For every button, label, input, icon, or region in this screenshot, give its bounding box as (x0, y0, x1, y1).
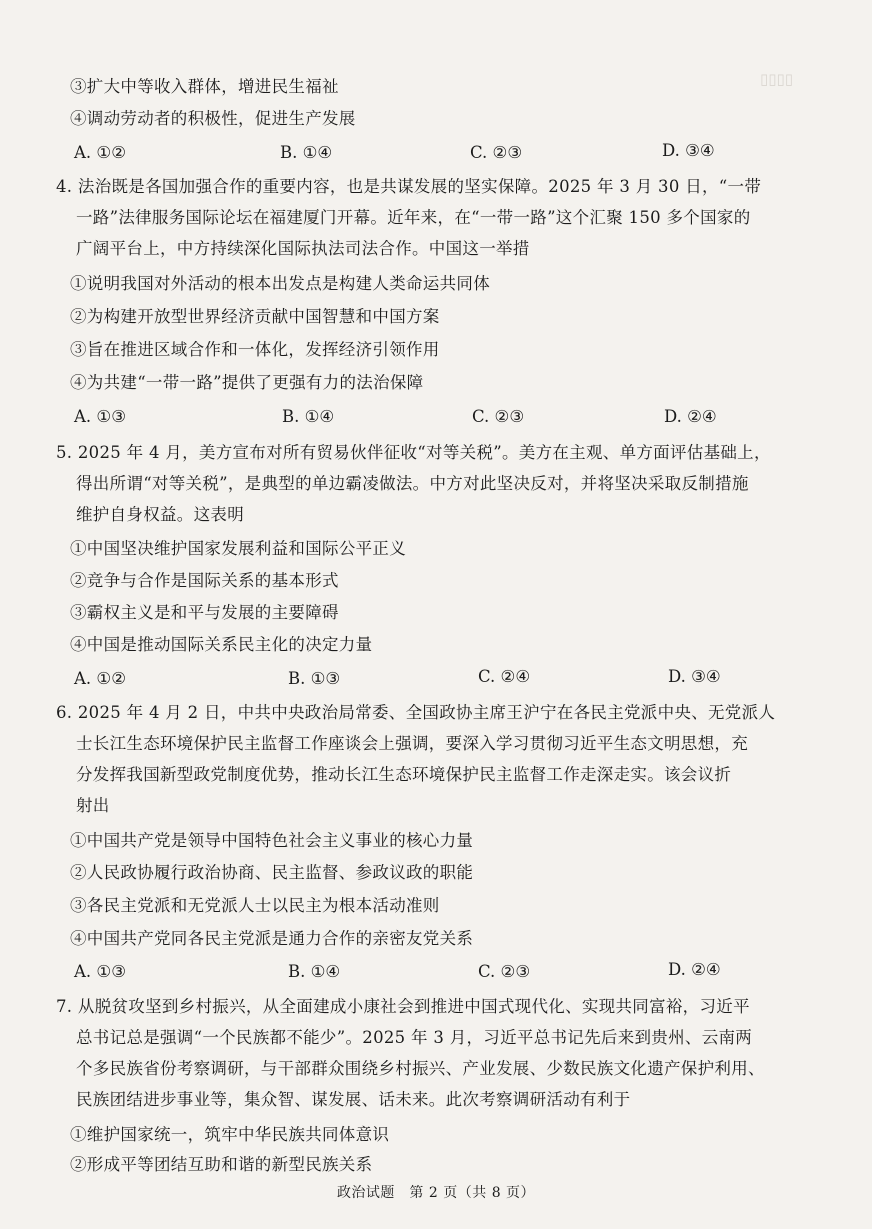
q6-statement-1: ①中国共产党是领导中国特色社会主义事业的核心力量 (70, 831, 474, 850)
q5-stem-line-3: 维护自身权益。这表明 (76, 505, 244, 524)
q4-statement-4: ④为共建“一带一路”提供了更强有力的法治保障 (70, 373, 424, 392)
q4-choice-a: A. ①③ (74, 407, 126, 426)
q4-stem-line-3: 广阔平台上，中方持续深化国际执法司法合作。中国这一举措 (76, 239, 530, 258)
q6-stem-line-3: 分发挥我国新型政党制度优势，推动长江生态环境保护民主监督工作走深走实。该会议折 (76, 765, 732, 784)
page-footer: 政治试题 第 2 页（共 8 页） (336, 1185, 536, 1201)
q6-statement-2: ②人民政协履行政治协商、民主监督、参政议政的职能 (70, 863, 474, 882)
q4-choice-b: B. ①④ (282, 407, 335, 426)
q6-stem-line-1: 6. 2025 年 4 月 2 日，中共中央政治局常委、全国政协主席王沪宁在各民主党派中央、无党派人 (56, 703, 776, 722)
q3-choice-d: D. ③④ (662, 141, 715, 160)
q6-stem-line-2: 士长江生态环境保护民主监督工作座谈会上强调，要深入学习贯彻习近平生态文明思想，充 (76, 734, 748, 753)
q6-choice-a: A. ①③ (74, 962, 126, 981)
q5-choice-d: D. ③④ (668, 667, 721, 686)
q6-stem-line-4: 射出 (76, 796, 110, 815)
q7-stem-line-1: 7. 从脱贫攻坚到乡村振兴，从全面建成小康社会到推进中国式现代化、实现共同富裕，习近平 (56, 997, 750, 1016)
q6-choice-b: B. ①④ (288, 962, 341, 981)
q6-statement-4: ④中国共产党同各民主党派是通力合作的亲密友党关系 (70, 929, 474, 948)
q3-choice-b: B. ①④ (280, 143, 333, 162)
q5-statement-4: ④中国是推动国际关系民主化的决定力量 (70, 635, 373, 654)
q4-statement-2: ②为构建开放型世界经济贡献中国智慧和中国方案 (70, 307, 440, 326)
q4-statement-1: ①说明我国对外活动的根本出发点是构建人类命运共同体 (70, 274, 490, 293)
q4-stem-line-2: 一路”法律服务国际论坛在福建厦门开幕。近年来，在“一带一路”这个汇聚 150 多个国家的 (76, 208, 751, 227)
q7-stem-line-2: 总书记总是强调“一个民族都不能少”。2025 年 3 月，习近平总书记先后来到贵州、云南两 (76, 1028, 753, 1047)
q4-stem-line-1: 4. 法治既是各国加强合作的重要内容，也是共谋发展的坚实保障。2025 年 3 月 30 日，“一带 (56, 177, 762, 196)
q5-choice-c: C. ②④ (478, 667, 531, 686)
q4-choice-c: C. ②③ (472, 407, 525, 426)
q7-statement-1: ①维护国家统一，筑牢中华民族共同体意识 (70, 1125, 390, 1144)
q5-statement-1: ①中国坚决维护国家发展利益和国际公平正义 (70, 539, 406, 558)
q6-choice-d: D. ②④ (668, 960, 721, 979)
q3-statement-4: ④调动劳动者的积极性，促进生产发展 (70, 109, 356, 128)
q5-choice-a: A. ①② (74, 669, 126, 688)
q7-statement-2: ②形成平等团结互助和谐的新型民族关系 (70, 1155, 373, 1174)
q3-choice-c: C. ②③ (470, 143, 523, 162)
q3-choice-a: A. ①② (74, 143, 126, 162)
q3-statement-3: ③扩大中等收入群体，增进民生福祉 (70, 77, 339, 96)
show-through-mark: ▯▯▯▯ (760, 70, 794, 88)
q7-stem-line-3: 个多民族省份考察调研，与干部群众围绕乡村振兴、产业发展、少数民族文化遗产保护利用、 (76, 1059, 765, 1078)
q6-statement-3: ③各民主党派和无党派人士以民主为根本活动准则 (70, 896, 440, 915)
q5-statement-3: ③霸权主义是和平与发展的主要障碍 (70, 603, 339, 622)
q5-stem-line-1: 5. 2025 年 4 月，美方宣布对所有贸易伙伴征收“对等关税”。美方在主观、单方面评估基础上， (56, 443, 771, 462)
q5-statement-2: ②竞争与合作是国际关系的基本形式 (70, 571, 339, 590)
q6-choice-c: C. ②③ (478, 962, 531, 981)
q5-choice-b: B. ①③ (288, 669, 341, 688)
q7-stem-line-4: 民族团结进步事业等，集众智、谋发展、话未来。此次考察调研活动有利于 (76, 1090, 631, 1109)
q4-statement-3: ③旨在推进区域合作和一体化，发挥经济引领作用 (70, 340, 440, 359)
q5-stem-line-2: 得出所谓“对等关税”，是典型的单边霸凌做法。中方对此坚决反对，并将坚决采取反制措施 (76, 474, 749, 493)
q4-choice-d: D. ②④ (664, 407, 717, 426)
